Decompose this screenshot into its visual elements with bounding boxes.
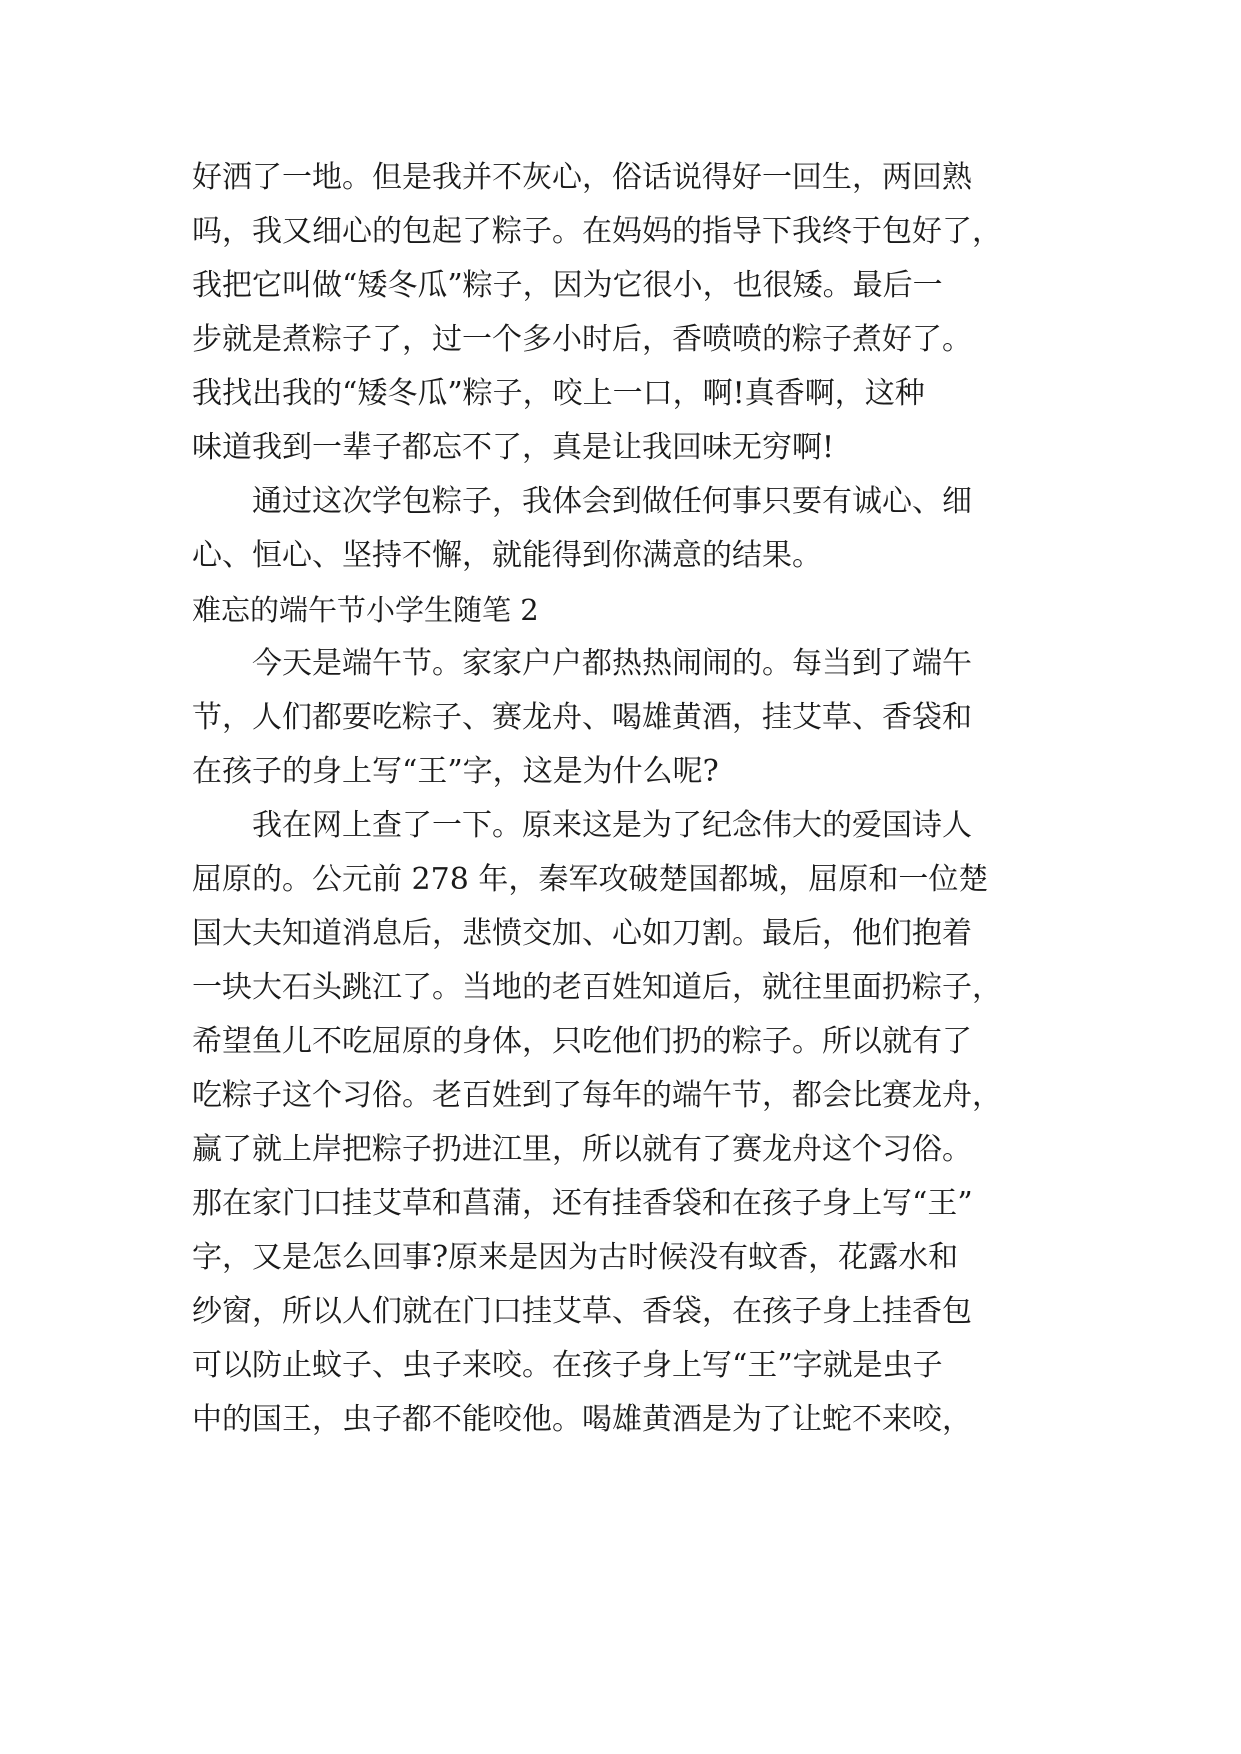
paragraph-first-line: 我在网上查了一下。原来这是为了纪念伟大的爱国诗人 [252,808,972,843]
text-line: 味道我到一辈子都忘不了，真是让我回味无穷啊! [192,430,835,465]
text-line: 纱窗，所以人们就在门口挂艾草、香袋，在孩子身上挂香包 [192,1294,972,1329]
text-line: 那在家门口挂艾草和菖蒲，还有挂香袋和在孩子身上写“王” [192,1186,973,1221]
text-line: 节，人们都要吃粽子、赛龙舟、喝雄黄酒，挂艾草、香袋和 [192,700,972,735]
text-line: 在孩子的身上写“王”字，这是为什么呢? [192,754,719,789]
text-line: 屈原的。公元前 278 年，秦军攻破楚国都城，屈原和一位楚 [192,862,989,897]
paragraph-first-line: 通过这次学包粽子，我体会到做任何事只要有诚心、细 [252,484,972,519]
section-heading: 难忘的端午节小学生随笔 2 [192,593,539,627]
paragraph-first-line: 今天是端午节。家家户户都热热闹闹的。每当到了端午 [252,646,972,681]
text-line: 中的国王，虫子都不能咬他。喝雄黄酒是为了让蛇不来咬， [192,1402,972,1437]
text-line: 步就是煮粽子了，过一个多小时后，香喷喷的粽子煮好了。 [192,322,972,357]
text-line: 字，又是怎么回事?原来是因为古时候没有蚊香，花露水和 [192,1240,959,1275]
text-line: 我找出我的“矮冬瓜”粽子，咬上一口，啊!真香啊，这种 [192,376,925,411]
text-line: 好洒了一地。但是我并不灰心，俗话说得好一回生，两回熟 [192,160,972,195]
text-line: 可以防止蚊子、虫子来咬。在孩子身上写“王”字就是虫子 [192,1348,943,1383]
text-line: 我把它叫做“矮冬瓜”粽子，因为它很小，也很矮。最后一 [192,268,943,303]
text-line: 吗，我又细心的包起了粽子。在妈妈的指导下我终于包好了， [192,214,1002,249]
text-line: 一块大石头跳江了。当地的老百姓知道后，就往里面扔粽子， [192,970,1002,1005]
text-line: 赢了就上岸把粽子扔进江里，所以就有了赛龙舟这个习俗。 [192,1132,972,1167]
text-line: 吃粽子这个习俗。老百姓到了每年的端午节，都会比赛龙舟， [192,1078,1002,1113]
text-line: 心、恒心、坚持不懈，就能得到你满意的结果。 [192,538,822,573]
text-line: 国大夫知道消息后，悲愤交加、心如刀割。最后，他们抱着 [192,916,972,951]
text-line: 希望鱼儿不吃屈原的身体，只吃他们扔的粽子。所以就有了 [192,1024,972,1059]
